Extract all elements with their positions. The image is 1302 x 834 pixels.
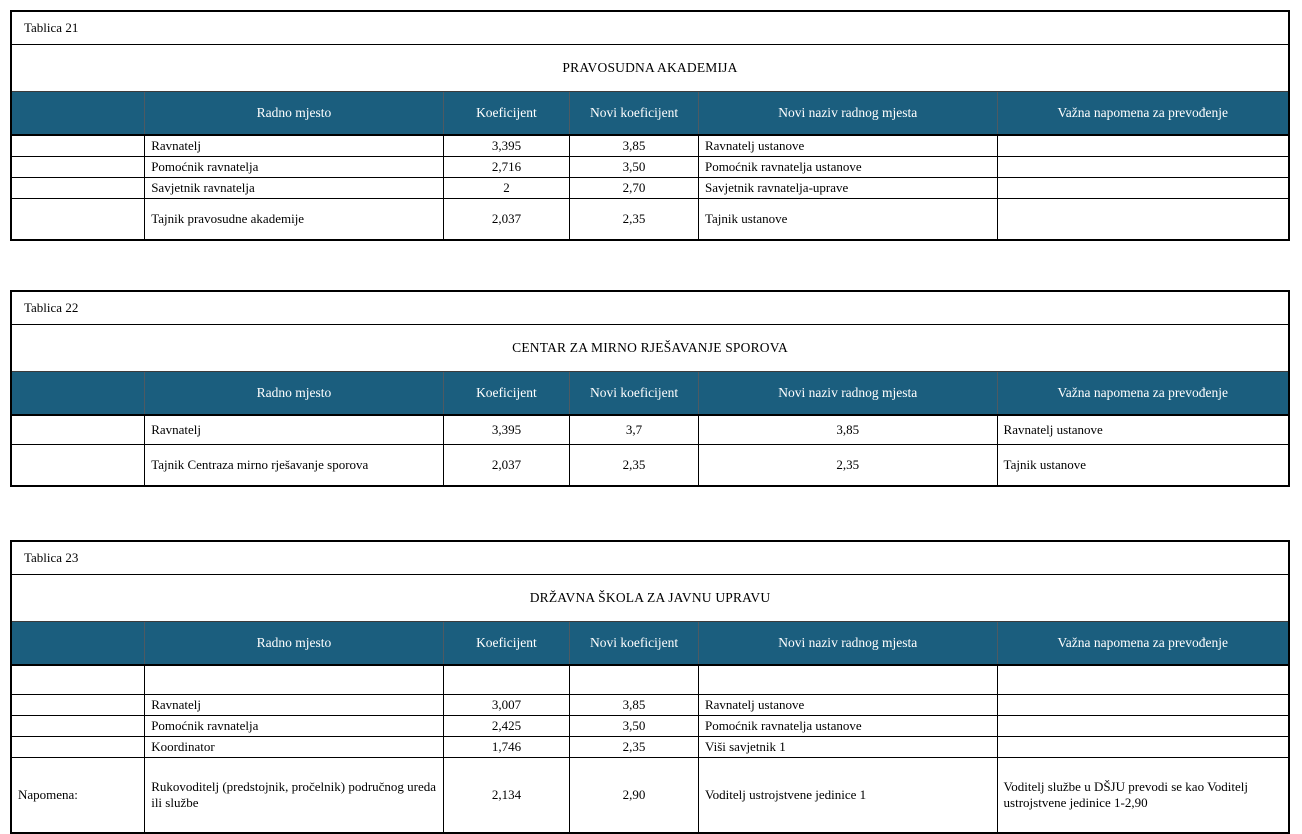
cell-text: Ravnatelj ustanove [704, 697, 805, 712]
cell-text: Ravnatelj ustanove [704, 138, 805, 153]
cell-text: Ravnatelj ustanove [1003, 422, 1103, 437]
table-cell-novi-naziv-radnog-mjesta [698, 199, 997, 240]
cell-text: Tajnik pravosudne akademije [151, 211, 305, 226]
table-cell-vazna-napomena-za-prevodjenje [997, 695, 1288, 716]
column-header-vazna-napomena-za-prevodjenje [997, 622, 1288, 665]
table-title: CENTAR ZA MIRNO RJEŠAVANJE SPOROVA [512, 340, 788, 355]
table-header-row [12, 92, 1288, 135]
column-header-koeficijent [443, 92, 569, 135]
table-cell-koeficijent [443, 758, 569, 833]
cell-text: Rukovoditelj (predstojnik, pročelnik) područnog ureda ili službe [151, 779, 437, 810]
cell-text: 3,85 [622, 138, 646, 153]
cell-text: Koordinator [151, 739, 215, 754]
table-cell-novi-naziv-radnog-mjesta [698, 178, 997, 199]
table-row [12, 716, 1288, 737]
cell-text: 3,395 [491, 138, 522, 153]
cell-text: Tajnik ustanove [704, 211, 788, 226]
column-header-novi-naziv-radnog-mjesta [698, 372, 997, 415]
column-header-vazna-napomena-za-prevodjenje [997, 92, 1288, 135]
table-cell-radno-mjesto [145, 737, 444, 758]
cell-text: Pomoćnik ravnatelja [151, 718, 259, 733]
column-header-label: Novi koeficijent [589, 385, 679, 400]
table-cell-koeficijent [443, 199, 569, 240]
table-row [12, 758, 1288, 833]
data-table [12, 622, 1288, 832]
table-cell-row-note [12, 157, 145, 178]
cell-text: Tajnik Centraza mirno rješavanje sporova [151, 457, 369, 472]
table-cell-radno-mjesto [145, 135, 444, 157]
cell-text: 3,85 [622, 697, 646, 712]
table-cell-novi-koeficijent [570, 157, 699, 178]
cell-text: 2,35 [622, 457, 646, 472]
column-header-radno-mjesto [145, 92, 444, 135]
table-cell-row-note [12, 665, 145, 695]
table-row [12, 445, 1288, 486]
column-header-label: Radno mjesto [256, 105, 332, 120]
cell-text: 2,037 [491, 457, 522, 472]
table-cell-novi-koeficijent [570, 665, 699, 695]
cell-text: 2 [503, 180, 510, 195]
table-cell-koeficijent [443, 178, 569, 199]
cell-text: 2,35 [622, 211, 646, 226]
table-cell-vazna-napomena-za-prevodjenje [997, 178, 1288, 199]
column-header-label: Važna napomena za prevođenje [1057, 635, 1229, 650]
table-cell-novi-naziv-radnog-mjesta [698, 758, 997, 833]
data-table [12, 372, 1288, 485]
table-cell-koeficijent [443, 157, 569, 178]
table-cell-radno-mjesto [145, 415, 444, 445]
table-cell-novi-koeficijent [570, 415, 699, 445]
table-title: PRAVOSUDNA AKADEMIJA [562, 60, 738, 75]
table-cell-novi-naziv-radnog-mjesta [698, 157, 997, 178]
cell-text: Pomoćnik ravnatelja ustanove [704, 159, 862, 174]
cell-text: 3,50 [622, 718, 646, 733]
table-cell-novi-naziv-radnog-mjesta [698, 445, 997, 486]
column-header-novi-naziv-radnog-mjesta [698, 622, 997, 665]
table-cell-novi-naziv-radnog-mjesta [698, 737, 997, 758]
column-header-label: Radno mjesto [256, 385, 332, 400]
table-cell-radno-mjesto [145, 178, 444, 199]
table-cell-novi-koeficijent [570, 758, 699, 833]
table-cell-vazna-napomena-za-prevodjenje [997, 135, 1288, 157]
table-cell-radno-mjesto [145, 199, 444, 240]
table-cell-row-note [12, 135, 145, 157]
column-header-label: Važna napomena za prevođenje [1057, 385, 1229, 400]
table-row [12, 665, 1288, 695]
table-cell-vazna-napomena-za-prevodjenje [997, 157, 1288, 178]
cell-text: 2,35 [622, 739, 646, 754]
table-cell-vazna-napomena-za-prevodjenje [997, 737, 1288, 758]
cell-text: 2,35 [836, 457, 860, 472]
data-table [12, 92, 1288, 239]
table-title-row [12, 45, 1288, 92]
table-cell-novi-koeficijent [570, 716, 699, 737]
column-header-label: Novi koeficijent [589, 635, 679, 650]
table-cell-radno-mjesto [145, 157, 444, 178]
cell-text: Tajnik ustanove [1003, 457, 1087, 472]
table-row [12, 178, 1288, 199]
table-label: Tablica 23 [24, 550, 79, 565]
cell-text: Voditelj ustrojstvene jedinice 1 [704, 787, 867, 802]
table-cell-koeficijent [443, 415, 569, 445]
table-cell-novi-koeficijent [570, 737, 699, 758]
table-cell-vazna-napomena-za-prevodjenje [997, 716, 1288, 737]
table-cell-novi-naziv-radnog-mjesta [698, 665, 997, 695]
table-cell-vazna-napomena-za-prevodjenje [997, 665, 1288, 695]
table-block-tablica-22 [10, 290, 1290, 487]
table-row [12, 415, 1288, 445]
table-cell-vazna-napomena-za-prevodjenje [997, 415, 1288, 445]
table-cell-vazna-napomena-za-prevodjenje [997, 199, 1288, 240]
column-header-koeficijent [443, 622, 569, 665]
cell-text: Pomoćnik ravnatelja ustanove [704, 718, 862, 733]
table-cell-vazna-napomena-za-prevodjenje [997, 445, 1288, 486]
cell-text: Pomoćnik ravnatelja [151, 159, 259, 174]
cell-text: Napomena: [18, 787, 78, 802]
table-cell-koeficijent [443, 135, 569, 157]
table-label-row [12, 292, 1288, 325]
column-header-novi-koeficijent [570, 92, 699, 135]
table-cell-koeficijent [443, 445, 569, 486]
table-title-row [12, 575, 1288, 622]
table-cell-row-note [12, 415, 145, 445]
table-title: DRŽAVNA ŠKOLA ZA JAVNU UPRAVU [529, 590, 771, 605]
table-row [12, 135, 1288, 157]
cell-text: 3,7 [625, 422, 643, 437]
column-header-label: Koeficijent [476, 635, 537, 650]
table-row [12, 157, 1288, 178]
table-cell-row-note [12, 758, 145, 833]
cell-text: 3,395 [491, 422, 522, 437]
table-cell-novi-naziv-radnog-mjesta [698, 716, 997, 737]
column-header-label: Koeficijent [476, 105, 537, 120]
column-header-row-note [12, 372, 145, 415]
table-label: Tablica 22 [24, 300, 79, 315]
cell-text: 3,85 [836, 422, 860, 437]
cell-text: 1,746 [491, 739, 522, 754]
table-cell-row-note [12, 178, 145, 199]
cell-text: 2,134 [491, 787, 522, 802]
table-cell-radno-mjesto [145, 758, 444, 833]
column-header-row-note [12, 622, 145, 665]
table-cell-koeficijent [443, 737, 569, 758]
table-cell-novi-koeficijent [570, 178, 699, 199]
table-cell-radno-mjesto [145, 695, 444, 716]
table-cell-novi-naziv-radnog-mjesta [698, 415, 997, 445]
table-header-row [12, 622, 1288, 665]
table-cell-koeficijent [443, 695, 569, 716]
table-cell-radno-mjesto [145, 665, 444, 695]
column-header-row-note [12, 92, 145, 135]
table-label-row [12, 542, 1288, 575]
cell-text: Ravnatelj [151, 422, 202, 437]
table-cell-novi-naziv-radnog-mjesta [698, 135, 997, 157]
column-header-label: Važna napomena za prevođenje [1057, 105, 1229, 120]
table-title-row [12, 325, 1288, 372]
column-header-koeficijent [443, 372, 569, 415]
column-header-novi-koeficijent [570, 622, 699, 665]
cell-text: 2,037 [491, 211, 522, 226]
table-cell-row-note [12, 199, 145, 240]
column-header-novi-koeficijent [570, 372, 699, 415]
cell-text: Viši savjetnik 1 [704, 739, 786, 754]
table-row [12, 199, 1288, 240]
table-header-row [12, 372, 1288, 415]
table-cell-row-note [12, 695, 145, 716]
table-cell-novi-koeficijent [570, 199, 699, 240]
cell-text: Ravnatelj [151, 697, 202, 712]
table-cell-novi-koeficijent [570, 695, 699, 716]
table-cell-novi-koeficijent [570, 445, 699, 486]
column-header-label: Novi koeficijent [589, 105, 679, 120]
table-cell-row-note [12, 445, 145, 486]
table-cell-radno-mjesto [145, 716, 444, 737]
cell-text: 3,007 [491, 697, 522, 712]
table-cell-koeficijent [443, 716, 569, 737]
cell-text: Voditelj službe u DŠJU prevodi se kao Voditelj ustrojstvene jedinice 1-2,90 [1003, 779, 1249, 810]
cell-text: 2,70 [622, 180, 646, 195]
column-header-label: Novi naziv radnog mjesta [778, 105, 918, 120]
column-header-radno-mjesto [145, 372, 444, 415]
cell-text: 2,90 [622, 787, 646, 802]
cell-text: 3,50 [622, 159, 646, 174]
column-header-label: Koeficijent [476, 385, 537, 400]
column-header-novi-naziv-radnog-mjesta [698, 92, 997, 135]
cell-text: Savjetnik ravnatelja [151, 180, 255, 195]
table-cell-novi-naziv-radnog-mjesta [698, 695, 997, 716]
column-header-vazna-napomena-za-prevodjenje [997, 372, 1288, 415]
table-row [12, 695, 1288, 716]
table-block-tablica-21 [10, 10, 1290, 241]
column-header-label: Novi naziv radnog mjesta [778, 635, 918, 650]
table-cell-radno-mjesto [145, 445, 444, 486]
cell-text: Ravnatelj [151, 138, 202, 153]
column-header-label: Radno mjesto [256, 635, 332, 650]
table-cell-koeficijent [443, 665, 569, 695]
table-block-tablica-23 [10, 540, 1290, 834]
table-label-row [12, 12, 1288, 45]
cell-text: Savjetnik ravnatelja-uprave [704, 180, 849, 195]
column-header-radno-mjesto [145, 622, 444, 665]
table-cell-row-note [12, 716, 145, 737]
table-cell-novi-koeficijent [570, 135, 699, 157]
cell-text: 2,425 [491, 718, 522, 733]
column-header-label: Novi naziv radnog mjesta [778, 385, 918, 400]
table-row [12, 737, 1288, 758]
cell-text: 2,716 [491, 159, 522, 174]
table-cell-vazna-napomena-za-prevodjenje [997, 758, 1288, 833]
table-cell-row-note [12, 737, 145, 758]
table-label: Tablica 21 [24, 20, 79, 35]
